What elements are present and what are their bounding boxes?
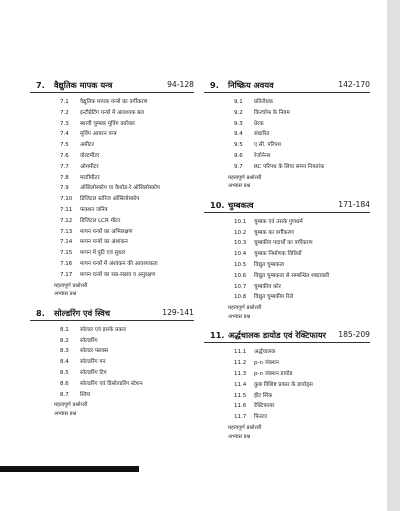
topic-item[interactable] <box>204 380 370 391</box>
topic-item[interactable] <box>204 401 370 412</box>
topic-number: 10.8 <box>234 294 247 301</box>
topic-title: सोल्डर फ्लक्स <box>80 348 109 355</box>
topic-number: 8.7 <box>60 391 69 398</box>
chapter-page-range: 142-170 <box>338 80 370 89</box>
topic-item[interactable] <box>30 346 194 357</box>
topic-item[interactable] <box>204 97 370 108</box>
topic-item[interactable] <box>204 369 370 380</box>
topic-item[interactable] <box>30 390 194 401</box>
topic-title: ओममीटर <box>80 163 99 170</box>
topic-number: 8.6 <box>60 380 69 387</box>
topic-number: 11.2 <box>234 360 247 367</box>
topic-title: विद्युत चुम्बकीय रिले <box>254 294 294 301</box>
topic-item[interactable] <box>30 368 194 379</box>
topic-item[interactable] <box>30 357 194 368</box>
topic-list <box>30 325 194 401</box>
chapter-footer-note: अभ्यास प्रश्न <box>228 313 251 320</box>
topic-item[interactable] <box>30 205 194 216</box>
topic-item[interactable] <box>204 228 370 239</box>
topic-item[interactable] <box>204 249 370 260</box>
topic-item[interactable] <box>30 227 194 238</box>
topic-title: सोल्डरिंग <box>80 337 98 344</box>
topic-number: 11.5 <box>234 392 247 399</box>
topic-title: मापन में त्रुटि एवं सुधार <box>80 250 126 257</box>
topic-number: 9.7 <box>234 163 243 170</box>
topic-number: 9.2 <box>234 109 243 116</box>
topic-title: p-n जंक्शन डायोड <box>254 370 293 377</box>
topic-title: डिजिटल LCR मीटर <box>80 217 121 224</box>
topic-item[interactable] <box>204 129 370 140</box>
topic-number: 7.5 <box>60 142 69 149</box>
topic-title: सोल्डरिंग टिप <box>80 369 107 376</box>
chapter-number: 8. <box>36 307 45 318</box>
topic-list <box>30 97 194 281</box>
topic-title: फिल्टर <box>254 414 268 421</box>
topic-item[interactable] <box>30 270 194 281</box>
topic-item[interactable] <box>30 108 194 119</box>
topic-number: 9.6 <box>234 152 243 159</box>
topic-title: मूविंग आयरन यन्त्र <box>80 131 117 138</box>
topic-title: सोल्डरिंग एवं डिसोल्डरिंग स्टेशन <box>80 380 143 387</box>
topic-number: 9.5 <box>234 142 243 149</box>
chapter-page-range: 94-128 <box>167 80 194 89</box>
chapter-section <box>204 78 370 190</box>
topic-number: 8.3 <box>60 348 69 355</box>
chapter-footer-note: अभ्यास प्रश्न <box>228 183 251 190</box>
topic-item[interactable] <box>204 271 370 282</box>
topic-title: चुम्बक निर्माणक विधियाँ <box>254 251 302 258</box>
topic-item[interactable] <box>30 194 194 205</box>
topic-title: डिजिटल स्टोरेज ऑसिलोस्कोप <box>80 196 140 203</box>
topic-item[interactable] <box>204 292 370 303</box>
topic-number: 7.4 <box>60 131 69 138</box>
topic-title: रेजोनेन्स <box>254 152 271 159</box>
chapter-title: अर्द्धचालक डायोड एवं रेक्टिफायर <box>228 330 326 341</box>
topic-list <box>204 347 370 423</box>
toc-column-right <box>204 78 370 446</box>
topic-title: ऑसिलोस्कोप या कैथोड-रे ऑसिलोस्कोप <box>80 185 160 192</box>
topic-item[interactable] <box>204 412 370 423</box>
chapter-footer-note: अभ्यास प्रश्न <box>228 433 251 440</box>
topic-item[interactable] <box>204 140 370 151</box>
topic-number: 10.2 <box>234 229 247 236</box>
topic-item[interactable] <box>30 129 194 140</box>
topic-title: चुम्बकीय पदार्थों का वर्गीकरण <box>254 240 313 247</box>
topic-number: 7.11 <box>60 206 73 213</box>
topic-item[interactable] <box>30 379 194 390</box>
topic-item[interactable] <box>204 358 370 369</box>
chapter-section <box>30 78 194 298</box>
chapter-footer-note: अभ्यास प्रश्न <box>54 291 77 298</box>
topic-item[interactable] <box>204 108 370 119</box>
chapter-footer-note: महत्वपूर्ण प्रश्नोत्तरी <box>228 174 262 181</box>
topic-title: p-n जंक्शन <box>254 360 279 367</box>
chapter-heading[interactable] <box>204 198 370 213</box>
topic-title: चुम्बकीय कोर <box>254 283 281 290</box>
topic-title: विद्युत चुम्बकत्व से सम्बन्धित शब्दावली <box>254 272 330 279</box>
topic-title: स्थायी चुम्बक मूविंग क्वॉयल <box>80 120 135 127</box>
topic-item[interactable] <box>204 282 370 293</box>
topic-list <box>204 97 370 173</box>
topic-item[interactable] <box>30 248 194 259</box>
topic-title: किरचॉफ के नियम <box>254 109 290 116</box>
chapter-footer-note: महत्वपूर्ण प्रश्नोत्तरी <box>54 282 88 289</box>
topic-number: 10.6 <box>234 272 247 279</box>
chapter-section <box>204 328 370 440</box>
topic-number: 8.4 <box>60 359 69 366</box>
chapter-footer-note: महत्वपूर्ण प्रश्नोत्तरी <box>228 305 262 312</box>
page-edge-band <box>387 0 400 511</box>
topic-number: 9.3 <box>234 120 243 127</box>
chapter-heading[interactable] <box>30 78 194 93</box>
topic-item[interactable] <box>30 325 194 336</box>
chapter-number: 10. <box>210 199 225 210</box>
topic-number: 10.7 <box>234 283 247 290</box>
topic-number: 7.9 <box>60 185 69 192</box>
topic-number: 7.13 <box>60 228 73 235</box>
topic-number: 11.4 <box>234 381 247 388</box>
topic-number: 7.10 <box>60 196 73 203</box>
topic-title: मापन यन्त्रों में अंशांकन की आवश्यकता <box>80 260 158 267</box>
topic-title: रेक्टिफायर <box>254 403 275 410</box>
topic-item[interactable] <box>30 183 194 194</box>
topic-item[interactable] <box>30 151 194 162</box>
topic-number: 9.1 <box>234 99 243 105</box>
topic-item[interactable] <box>204 260 370 271</box>
topic-number: 10.4 <box>234 251 247 258</box>
topic-title: हीट सिंक <box>254 392 273 399</box>
topic-number: 7.2 <box>60 109 69 116</box>
toc-column-left <box>30 78 194 424</box>
topic-item[interactable] <box>30 119 194 130</box>
topic-title: सोल्डरिंग गन <box>80 359 106 366</box>
chapter-title: सोल्डरिंग एवं स्विच <box>54 307 111 318</box>
topic-number: 7.12 <box>60 217 73 224</box>
topic-title: वोल्टमीटर <box>80 152 100 159</box>
topic-title: ए.सी. परिपथ <box>254 142 281 149</box>
topic-list <box>204 217 370 303</box>
topic-title: मापन यन्त्रों का अंशांकन <box>80 239 128 246</box>
topic-number: 11.7 <box>234 414 247 421</box>
topic-item[interactable] <box>30 216 194 227</box>
topic-item[interactable] <box>204 238 370 249</box>
topic-item[interactable] <box>30 259 194 270</box>
topic-title: मापन यन्त्रों का रख-रखाव व अनुरक्षण <box>80 271 156 278</box>
topic-number: 7.14 <box>60 239 73 246</box>
topic-title: मल्टीमीटर <box>80 174 100 181</box>
chapter-footer-note: अभ्यास प्रश्न <box>54 410 77 417</box>
topic-item[interactable] <box>30 140 194 151</box>
chapter-heading[interactable] <box>204 328 370 343</box>
topic-title: अर्द्धचालक <box>254 349 276 356</box>
topic-title: इन्टीग्रेटिंग यन्त्रों में आवश्यक बल <box>80 109 145 116</box>
topic-number: 8.2 <box>60 337 69 344</box>
topic-title: वैद्युतिक मापक यन्त्रों का वर्गीकरण <box>80 99 148 105</box>
topic-title: विद्युत चुम्बकत्व <box>254 261 284 268</box>
topic-item[interactable] <box>204 119 370 130</box>
chapter-section <box>204 198 370 321</box>
topic-item[interactable] <box>204 162 370 173</box>
topic-title: अमीटर <box>80 142 94 149</box>
topic-number: 7.1 <box>60 99 69 105</box>
topic-item[interactable] <box>30 237 194 248</box>
chapter-footer-note: महत्वपूर्ण प्रश्नोत्तरी <box>54 402 88 409</box>
topic-item[interactable] <box>30 336 194 347</box>
chapter-heading[interactable] <box>30 306 194 321</box>
topic-title: मापन यन्त्रों का अभिलक्षण <box>80 228 133 235</box>
topic-number: 7.15 <box>60 250 73 257</box>
topic-number: 8.1 <box>60 326 69 333</box>
chapter-number: 7. <box>36 80 45 90</box>
topic-number: 7.3 <box>60 120 69 127</box>
chapter-title: वैद्युतिक मापक यन्त्र <box>54 80 113 90</box>
topic-number: 11.1 <box>234 349 247 356</box>
decorative-bar <box>0 466 139 472</box>
topic-number: 10.5 <box>234 261 247 268</box>
topic-title: स्विच <box>80 391 91 398</box>
topic-number: 8.5 <box>60 369 69 376</box>
chapter-heading[interactable] <box>204 78 370 93</box>
topic-title: RC परिपथ के लिया समय नियतांक <box>254 163 325 170</box>
topic-number: 7.17 <box>60 271 73 278</box>
chapter-number: 11. <box>210 330 225 341</box>
topic-item[interactable] <box>204 151 370 162</box>
topic-number: 9.4 <box>234 131 243 138</box>
chapter-page-range: 129-141 <box>162 307 194 317</box>
topic-title: चुम्बक का वर्गीकरण <box>254 229 294 236</box>
topic-title: प्रेरक <box>254 120 264 127</box>
topic-item[interactable] <box>30 162 194 173</box>
topic-item[interactable] <box>204 391 370 402</box>
topic-number: 10.1 <box>234 218 247 225</box>
chapter-title: चुम्बकत्व <box>228 199 254 210</box>
chapter-title: निष्क्रिय अवयव <box>228 80 274 90</box>
topic-item[interactable] <box>30 97 194 108</box>
chapter-section <box>30 306 194 418</box>
topic-number: 11.6 <box>234 403 247 410</box>
topic-title: फंक्शन जनित्र <box>80 206 108 213</box>
chapter-footer-note: महत्वपूर्ण प्रश्नोत्तरी <box>228 424 262 431</box>
topic-number: 7.16 <box>60 260 73 267</box>
topic-number: 7.7 <box>60 163 69 170</box>
topic-number: 7.6 <box>60 152 69 159</box>
topic-title: प्रतिरोधक <box>254 99 273 105</box>
topic-number: 11.3 <box>234 370 247 377</box>
topic-item[interactable] <box>30 173 194 184</box>
topic-title: कुछ विशिष्ट प्रकार के डायोड्स <box>254 381 313 388</box>
topic-number: 10.3 <box>234 240 247 247</box>
topic-title: चुम्बक एवं उसके गुणधर्म <box>254 218 303 225</box>
topic-title: संधारित <box>254 131 270 138</box>
chapter-number: 9. <box>210 80 219 90</box>
topic-item[interactable] <box>204 217 370 228</box>
chapter-page-range: 185-209 <box>338 330 370 340</box>
topic-number: 7.8 <box>60 174 69 181</box>
topic-title: सोल्डर एवं इसके प्रकार <box>80 326 127 333</box>
chapter-page-range: 171-184 <box>338 199 370 209</box>
topic-item[interactable] <box>204 347 370 358</box>
